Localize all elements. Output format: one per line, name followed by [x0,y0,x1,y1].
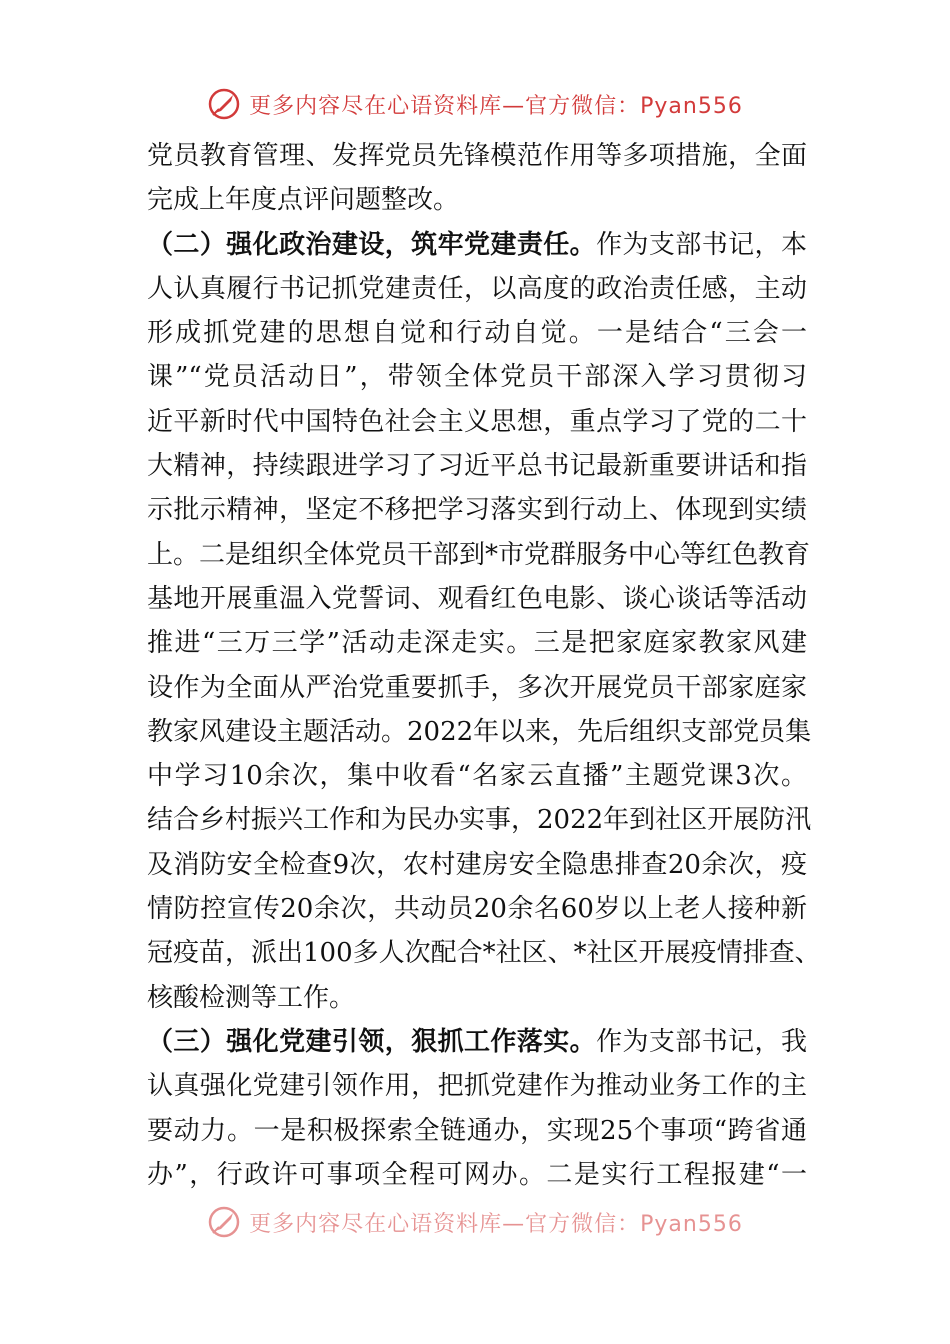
line-text: 近平新时代中国特色社会主义思想，重点学习了党的二十 [147,406,807,437]
line-text: 作为支部书记，我 [596,1026,807,1057]
text-line [147,223,807,267]
document-body [147,134,821,1197]
line-text: 教家风建设主题活动。2022年以来，先后组织支部党员集 [147,716,812,747]
line-text: 人认真履行书记抓党建责任，以高度的政治责任感，主动 [147,273,807,304]
text-line [147,533,811,577]
line-text: 示批示精神，坚定不移把学习落实到行动上、体现到实绩 [147,495,807,526]
text-line [147,400,807,444]
watermark-footer [0,1200,950,1244]
line-text: 情防控宣传20余次，共动员20余名60岁以上老人接种新 [147,894,807,925]
text-line [147,1064,807,1108]
text-line [147,887,807,931]
text-line [147,1153,807,1197]
text-line [147,843,807,887]
text-line [147,710,812,754]
text-line [147,134,807,178]
line-text: 作为支部书记，本 [596,229,807,260]
text-line [147,311,807,355]
line-text: 要动力。一是积极探索全链通办，实现25个事项“跨省通 [147,1115,807,1146]
text-line [147,577,807,621]
line-text: 结合乡村振兴工作和为民办实事，2022年到社区开展防汛 [147,805,812,836]
quill-logo-icon [207,87,241,121]
text-line [147,754,807,798]
watermark-text: 更多内容尽在心语资料库—官方微信：Pyan556 [249,93,743,119]
line-text: 设作为全面从严治党重要抓手，多次开展党员干部家庭家 [147,672,807,703]
text-line [147,267,807,311]
text-line [147,666,807,710]
line-text: 完成上年度点评问题整改。 [147,185,460,216]
text-line [147,178,807,222]
line-text: 办”，行政许可事项全程可网办。二是实行工程报建“一 [147,1159,807,1190]
section-heading: （三）强化党建引领，狠抓工作落实。 [147,1026,597,1057]
line-text: 冠疫苗，派出100多人次配合*社区、*社区开展疫情排查、 [147,938,821,969]
line-text: 中学习10余次，集中收看“名家云直播”主题党课3次。 [147,761,807,792]
line-text: 大精神，持续跟进学习了习近平总书记最新重要讲话和指 [147,451,807,482]
text-line [147,621,807,665]
line-text: 上。二是组织全体党员干部到*市党群服务中心等红色教育 [147,539,811,570]
line-text: 党员教育管理、发挥党员先锋模范作用等多项措施，全面 [147,141,807,171]
text-line [147,1109,807,1153]
text-line [147,976,807,1020]
text-line [147,488,807,532]
line-text: 及消防安全检查9次，农村建房安全隐患排查20余次，疫 [147,849,807,880]
text-line [147,798,812,842]
watermark-header [0,82,950,126]
watermark-text: 更多内容尽在心语资料库—官方微信：Pyan556 [249,1211,743,1237]
text-line [147,1020,807,1064]
text-line [147,444,807,488]
section-heading: （二）强化政治建设，筑牢党建责任。 [147,229,597,260]
line-text: 课”“党员活动日”，带领全体党员干部深入学习贯彻习 [147,362,807,393]
text-line [147,355,807,399]
line-text: 推进“三万三学”活动走深走实。三是把家庭家教家风建 [147,628,807,659]
line-text: 核酸检测等工作。 [147,982,356,1013]
quill-logo-icon [207,1205,241,1239]
line-text: 认真强化党建引领作用，把抓党建作为推动业务工作的主 [147,1071,807,1102]
line-text: 形成抓党建的思想自觉和行动自觉。一是结合“三会一 [147,318,807,349]
line-text: 基地开展重温入党誓词、观看红色电影、谈心谈话等活动 [147,583,807,614]
text-line [147,931,821,975]
